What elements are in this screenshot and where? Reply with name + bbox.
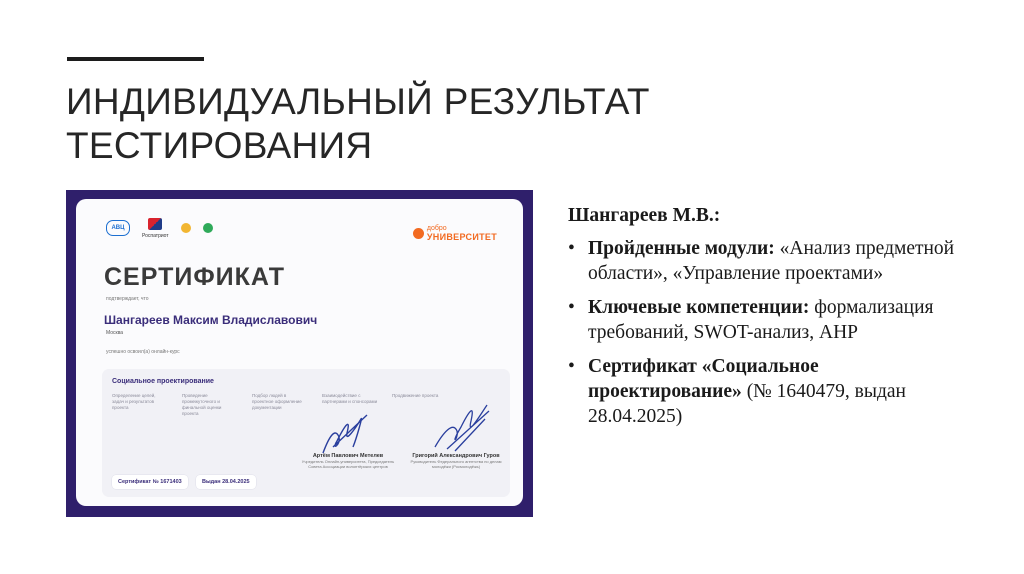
certificate-recipient: Шангареев Максим Владиславович xyxy=(104,313,318,327)
signature-2 xyxy=(427,397,497,457)
partner-logo-green xyxy=(203,223,213,233)
partner-logos xyxy=(106,215,213,241)
course-module: Проведение промежуточного и финальной оценки проекта xyxy=(182,393,222,416)
dobro-logo-icon xyxy=(413,228,424,239)
item-text: формализация требований, SWOT-анализ, AHP xyxy=(588,297,934,343)
rospatriot-logo-mark xyxy=(148,218,162,230)
signatory-2-role: Руководитель Федерального агентства по делам молодёжи (Росмолодёжь) xyxy=(410,459,502,469)
course-module: Продвижение проекта xyxy=(392,393,439,398)
slide-title-line-1: ИНДИВИДУАЛЬНЫЙ РЕЗУЛЬТАТ xyxy=(66,81,650,122)
avc-logo-mark: АВЦ xyxy=(106,220,130,236)
course-module: Определение целей, задач и результатов проекта xyxy=(112,393,156,410)
rospatriot-logo xyxy=(142,218,169,239)
student-name: Шангареев М.В.: xyxy=(568,205,721,226)
list-item-competencies xyxy=(568,295,968,345)
signatory-2 xyxy=(404,453,508,469)
item-label: Ключевые компетенции: xyxy=(588,297,810,318)
bullet-icon: • xyxy=(568,356,575,377)
item-label: Сертификат «Социальное проектирование» xyxy=(588,356,819,402)
course-title: Социальное проектирование xyxy=(112,378,214,385)
dobro-logo-small: добро xyxy=(426,225,447,232)
dobro-logo-big: УНИВЕРСИТЕТ xyxy=(426,232,497,242)
course-module: Взаимодействие с партнерами и спонсорами xyxy=(322,393,378,404)
bullet-icon: • xyxy=(568,297,575,318)
certificate-confirms: подтверждает, что xyxy=(106,296,149,302)
certificate-completed: успешно освоил(а) онлайн-курс xyxy=(106,349,180,355)
certificate-city: Москва xyxy=(106,330,124,336)
partner-logo-yellow xyxy=(181,223,191,233)
certificate-heading: СЕРТИФИКАТ xyxy=(104,263,285,291)
certificate-image xyxy=(66,190,533,517)
bullet-icon: • xyxy=(568,238,575,259)
rospatriot-logo-text: Роспатриот xyxy=(142,232,169,239)
certificate-number-badge: Сертификат № 1671403 xyxy=(112,475,188,489)
course-panel xyxy=(102,369,510,497)
certificate-card xyxy=(76,199,523,506)
item-label: Пройденные модули: xyxy=(588,238,775,259)
signatory-1-name: Артём Павлович Метелев xyxy=(312,453,384,459)
title-rule xyxy=(67,57,204,61)
dobro-university-logo xyxy=(413,225,497,241)
result-summary xyxy=(568,203,968,438)
signature-1 xyxy=(317,407,377,459)
list-item-modules xyxy=(568,236,968,286)
yellow-logo-mark xyxy=(181,223,191,233)
item-text: «Анализ предметной области», «Управление проектами» xyxy=(588,238,955,284)
result-list xyxy=(568,236,968,429)
course-module: Подбор людей в проектное оформление документации xyxy=(252,393,302,410)
course-modules xyxy=(112,393,448,417)
signatory-2-name: Григорий Александрович Гуров xyxy=(412,453,500,459)
item-text: (№ 1640479, выдан 28.04.2025) xyxy=(588,381,906,427)
slide-title xyxy=(66,80,766,168)
list-item-certificate xyxy=(568,354,968,429)
dobro-logo-text xyxy=(427,225,497,241)
certificate-issued-badge: Выдан 28.04.2025 xyxy=(196,475,256,489)
signatory-1-role: Учредитель Онлайн-университета, Председатель Совета Ассоциации волонтёрских центров xyxy=(301,459,395,469)
signatory-1 xyxy=(298,453,398,469)
green-logo-mark xyxy=(203,223,213,233)
slide-title-line-2: ТЕСТИРОВАНИЯ xyxy=(66,125,373,166)
avc-logo xyxy=(106,220,130,236)
